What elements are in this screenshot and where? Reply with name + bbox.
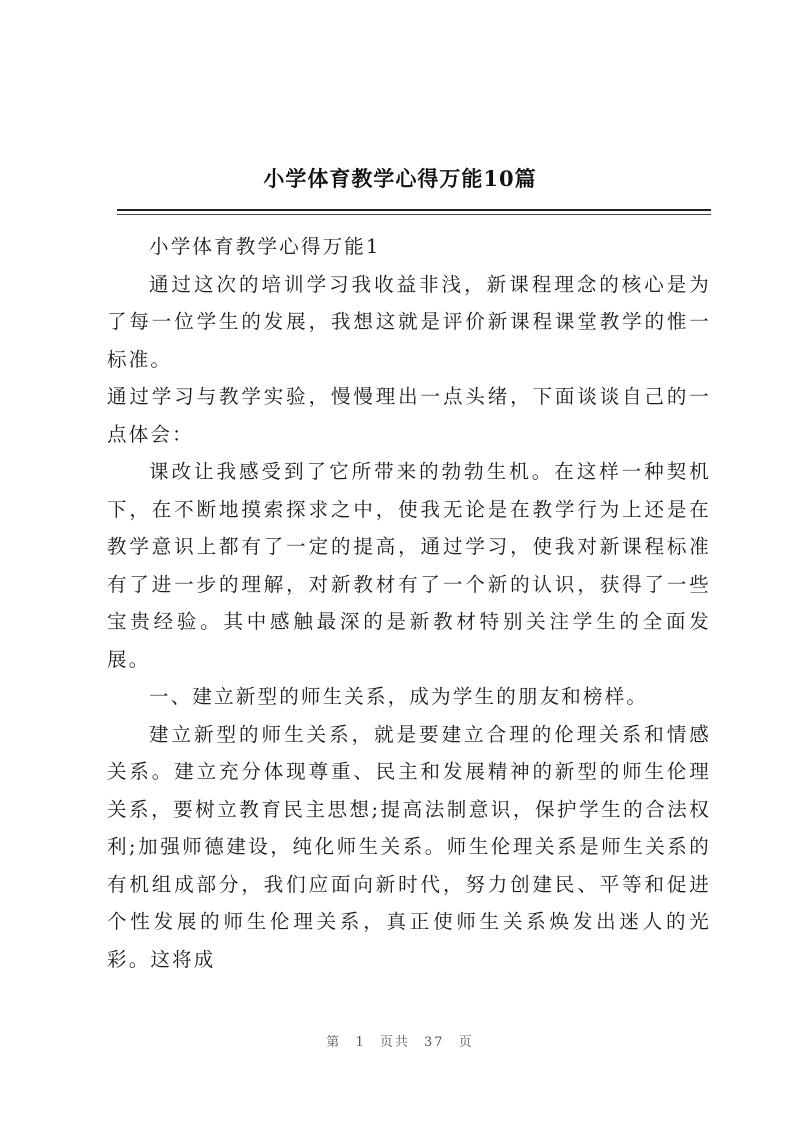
paragraph: 通过这次的培训学习我收益非浅，新课程理念的核心是为了每一位学生的发展，我想这就是评价新课程课堂教学的惟一标准。 <box>107 272 711 371</box>
paragraph: 小学体育教学心得万能1 <box>149 235 381 258</box>
paragraph: 课改让我感受到了它所带来的勃勃生机。在这样一种契机下，在不断地摸索探求之中，使我无论是在教学行为上还是在教学意识上都有了一定的提高，通过学习，使我对新课程标准有了进一步的理解，对新教材有了一个新的认识，获得了一些宝贵经验。其中感触最深的是新教材特别关注学生的全面发展。 <box>107 460 711 671</box>
footer-prefix: 第 <box>326 1035 342 1050</box>
page-footer <box>0 1031 800 1050</box>
paragraph: 通过学习与教学实验，慢慢理出一点头绪，下面谈谈自己的一点体会： <box>107 385 711 446</box>
paragraph: 一、建立新型的师生关系，成为学生的朋友和榜样。 <box>149 685 649 708</box>
title-divider-thin <box>117 214 711 215</box>
footer-page-number: 1 <box>355 1035 366 1050</box>
footer-suffix: 页 <box>458 1035 474 1050</box>
document-title: 小学体育教学心得万能10篇 <box>263 166 537 191</box>
paragraph: 建立新型的师生关系，就是要建立合理的伦理关系和情感关系。建立充分体现尊重、民主和发展精神的新型的师生伦理关系，要树立教育民主思想;提高法制意识，保护学生的合法权利;加强师德建设，纯化师生关系。师生伦理关系是师生关系的有机组成部分，我们应面向新时代，努力创建民、平等和促进个性发展的师生伦理关系，真正使师生关系焕发出迷人的光彩。这将成 <box>107 722 711 971</box>
footer-total-pages: 37 <box>424 1035 445 1050</box>
document-body <box>107 228 711 978</box>
footer-middle: 页共 <box>379 1035 410 1050</box>
title-divider <box>117 209 711 211</box>
